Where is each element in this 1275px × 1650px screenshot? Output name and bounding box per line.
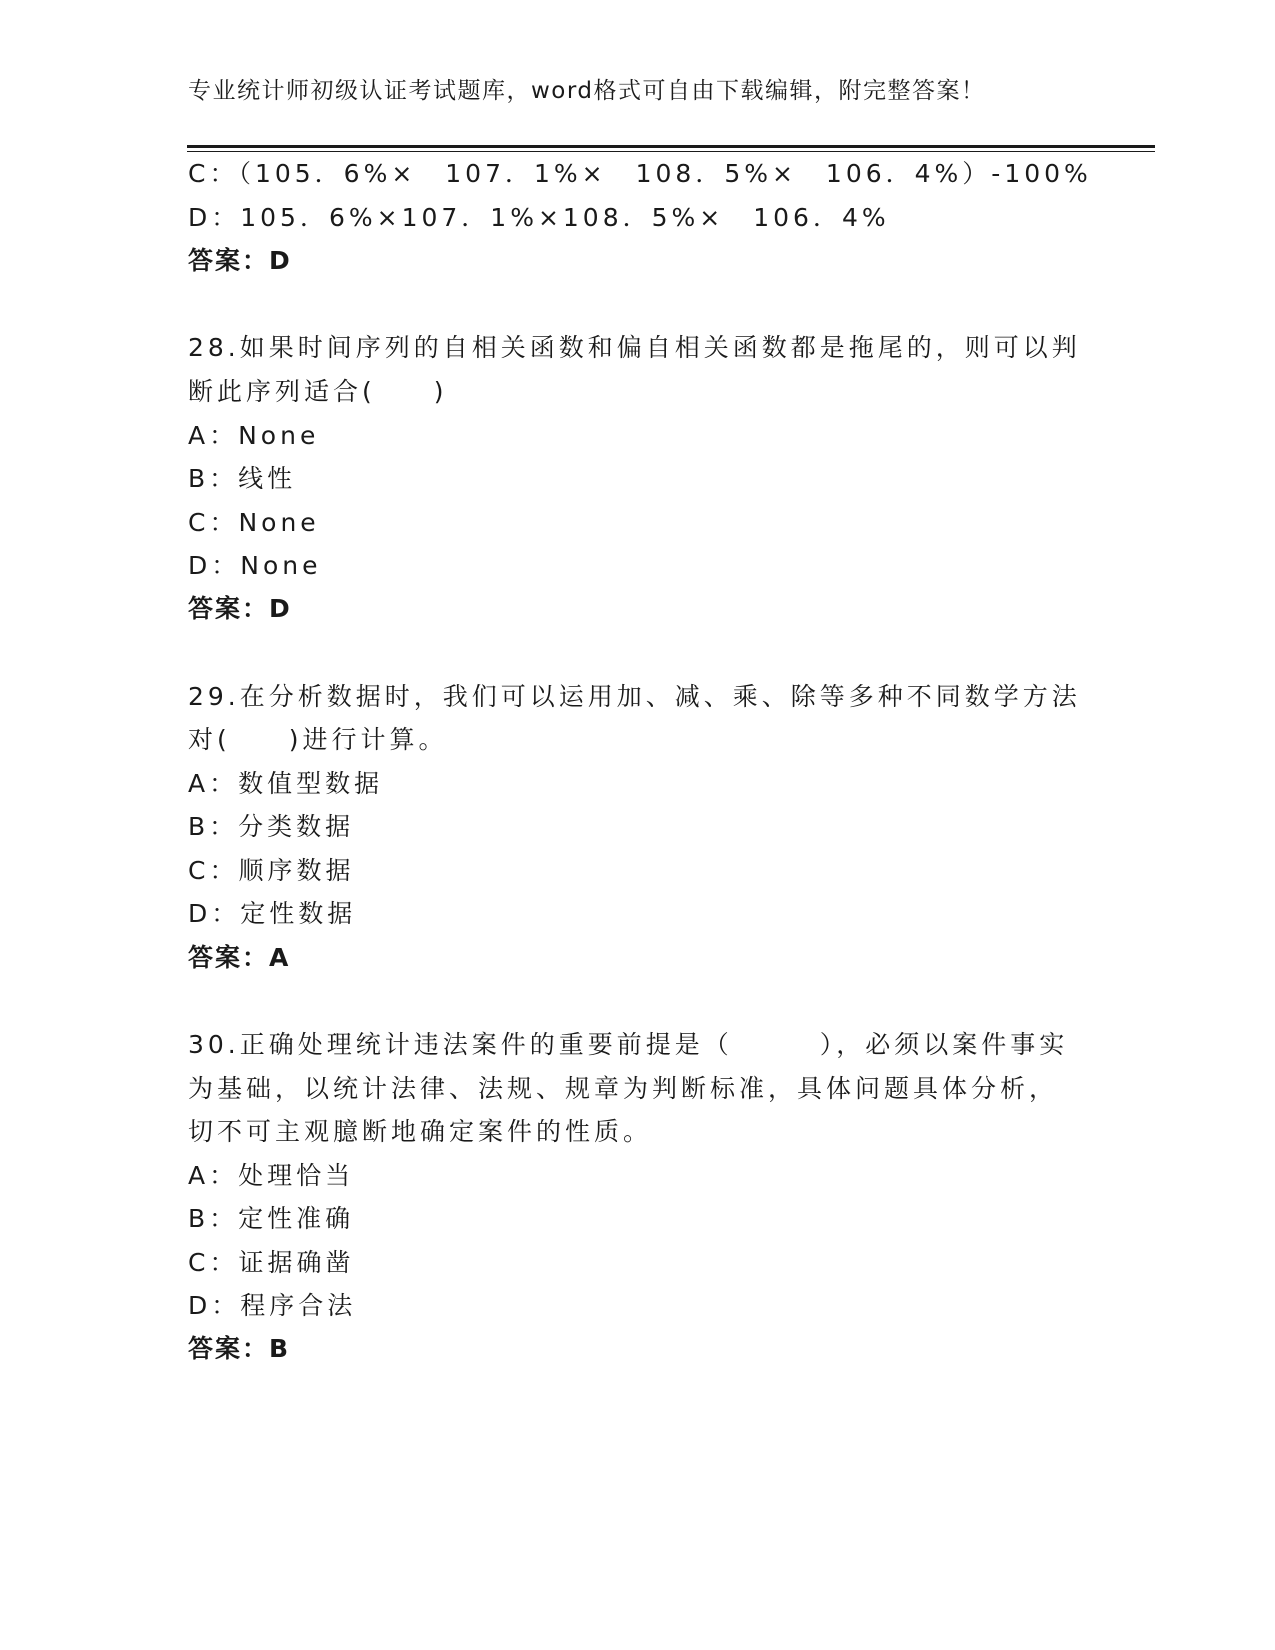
q30-option-d: D：程序合法 (188, 1291, 357, 1320)
q29-option-b: B：分类数据 (188, 812, 355, 841)
q28-option-c: C：None (188, 508, 320, 537)
page-header: 专业统计师初级认证考试题库，word格式可自由下载编辑，附完整答案！ (188, 78, 986, 104)
q28-text-line2: 断此序列适合( ) (188, 377, 448, 406)
prev-answer: 答案：D (188, 246, 292, 275)
header-rule-thin (187, 151, 1155, 152)
q30-text-line3: 切不可主观臆断地确定案件的性质。 (188, 1117, 653, 1146)
q30-text-line1: 30.正确处理统计违法案件的重要前提是（ ），必须以案件事实 (188, 1030, 1069, 1059)
q30-answer: 答案：B (188, 1334, 291, 1363)
q30-option-b: B：定性准确 (188, 1204, 355, 1233)
prev-option-c: C：（105．6%× 107．1%× 108．5%× 106．4%）-100% (188, 159, 1092, 188)
q28-answer: 答案：D (188, 594, 292, 623)
q30-option-c: C：证据确凿 (188, 1248, 355, 1277)
q28-text-line1: 28.如果时间序列的自相关函数和偏自相关函数都是拖尾的，则可以判 (188, 333, 1081, 362)
q30-option-a: A：处理恰当 (188, 1161, 355, 1190)
q28-option-b: B：线性 (188, 464, 297, 493)
q29-option-a: A：数值型数据 (188, 769, 384, 798)
q28-option-a: A：None (188, 421, 320, 450)
q29-option-d: D：定性数据 (188, 899, 357, 928)
q29-option-c: C：顺序数据 (188, 856, 355, 885)
q29-answer: 答案：A (188, 943, 291, 972)
q29-text-line1: 29.在分析数据时，我们可以运用加、减、乘、除等多种不同数学方法 (188, 682, 1081, 711)
q29-text-line2: 对( )进行计算。 (188, 725, 448, 754)
prev-option-d: D：105．6%×107．1%×108．5%× 106．4% (188, 203, 890, 232)
q28-option-d: D：None (188, 551, 322, 580)
header-rule-thick (187, 145, 1155, 148)
q30-text-line2: 为基础，以统计法律、法规、规章为判断标准，具体问题具体分析， (188, 1074, 1059, 1103)
